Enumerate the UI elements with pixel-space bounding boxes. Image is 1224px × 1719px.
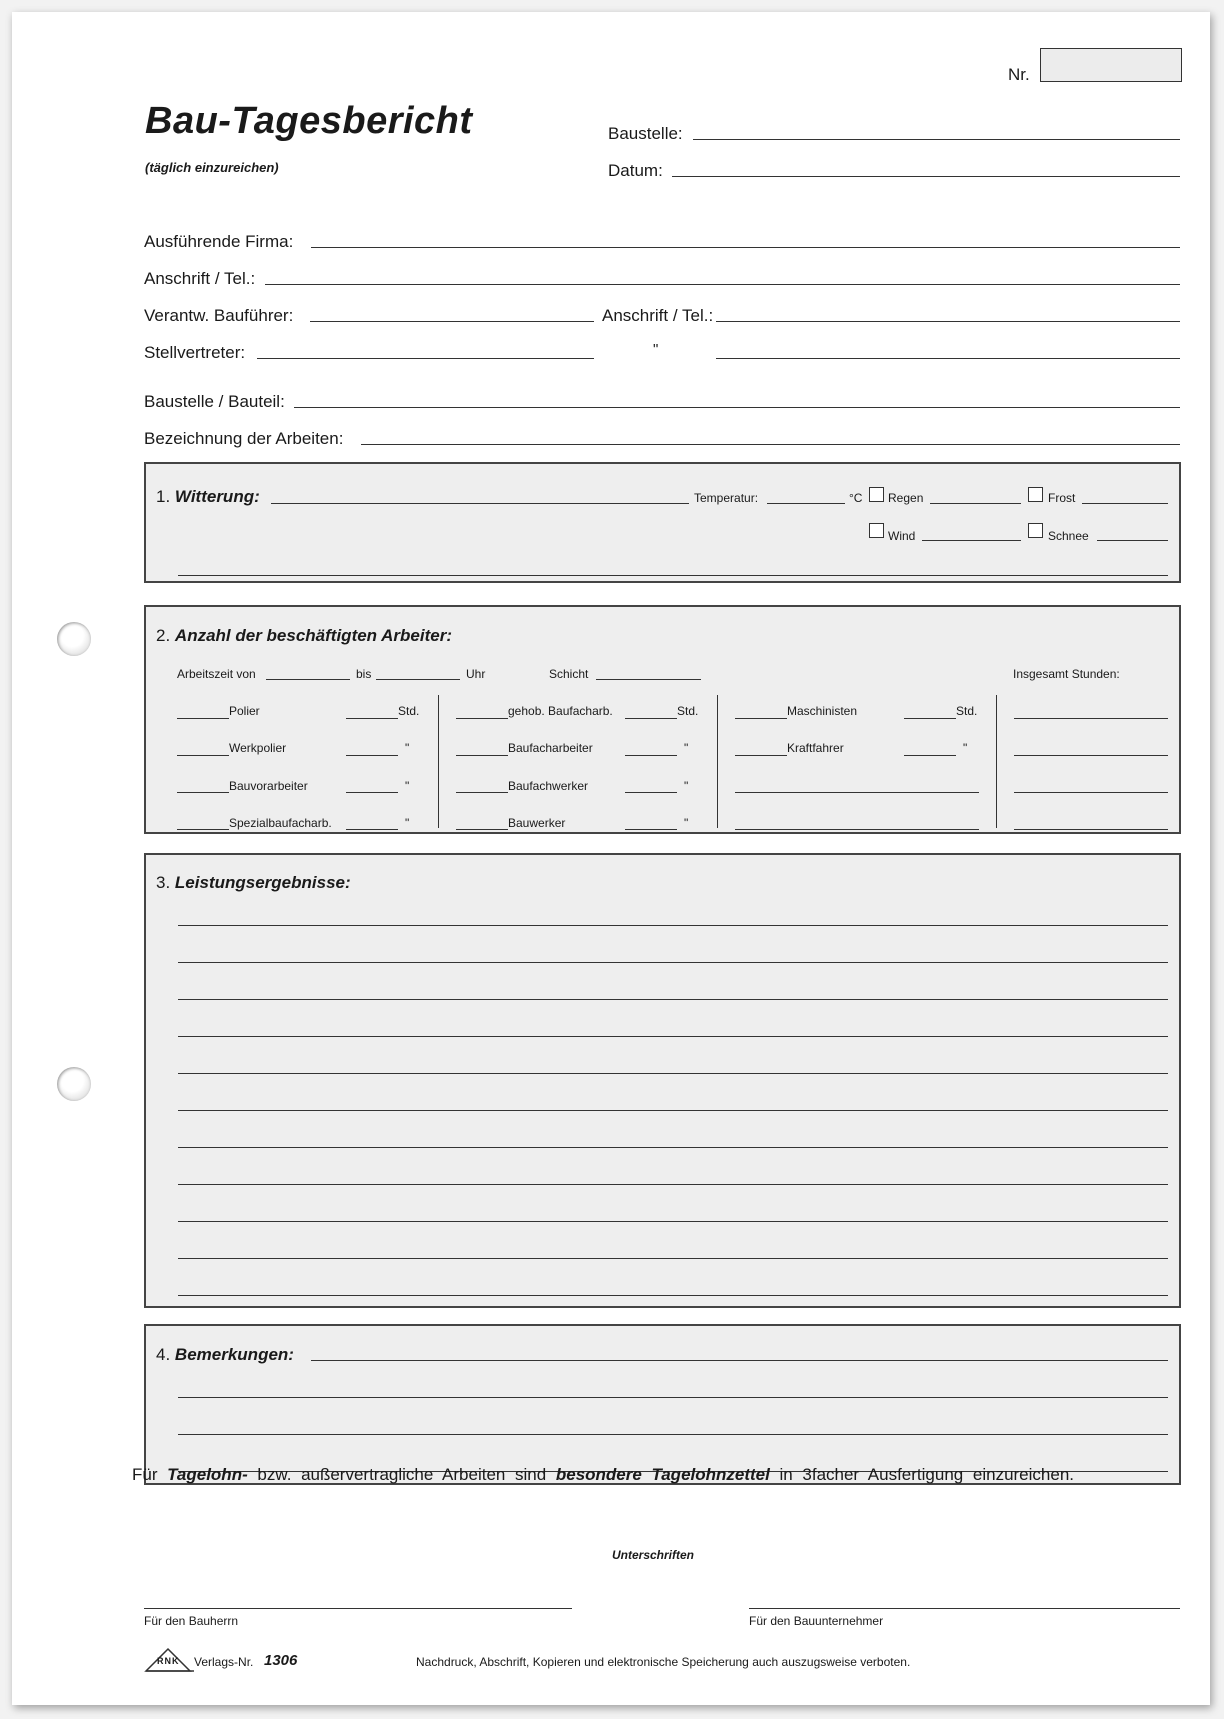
extra-worker-field-1[interactable] — [735, 792, 979, 793]
page-subtitle: (täglich einzureichen) — [145, 160, 279, 175]
remarks-title — [156, 1345, 294, 1365]
weather-title-text: Witterung: — [174, 487, 260, 506]
verlag-label: Verlags-Nr. — [194, 1655, 254, 1669]
spezialbaufacharb-count-field[interactable] — [177, 829, 229, 830]
kraftfahrer-count-field[interactable] — [735, 755, 787, 756]
baufachwerker-label: Baufachwerker — [508, 779, 589, 793]
ditto-mark: " — [684, 779, 689, 793]
gehob-baufacharb-label: gehob. Baufacharb. — [508, 704, 613, 718]
rnk-logo-text: RNK — [157, 1656, 180, 1666]
signature-label-bauunternehmer: Für den Bauunternehmer — [749, 1614, 884, 1628]
total-hours-field-4[interactable] — [1014, 829, 1168, 830]
baustelle-bauteil-field[interactable] — [294, 407, 1180, 408]
copyright-notice: Nachdruck, Abschrift, Kopieren und elektronische Speicherung auch auszugsweise verboten. — [416, 1655, 911, 1669]
bauleiter-label: Verantw. Bauführer: — [144, 306, 294, 325]
signatures-title: Unterschriften — [612, 1548, 695, 1562]
baufachwerker-hours-field[interactable] — [625, 792, 677, 793]
total-hours-field-3[interactable] — [1014, 792, 1168, 793]
weather-extra-line[interactable] — [178, 575, 1168, 576]
column-separator-2 — [717, 695, 718, 828]
signature-label-bauherr: Für den Bauherrn — [144, 1614, 239, 1628]
kraftfahrer-hours-field[interactable] — [904, 755, 956, 756]
stellvertreter-label: Stellvertreter: — [144, 343, 246, 362]
arbeitszeit-von-field[interactable] — [266, 679, 350, 680]
baustelle-bauteil-label: Baustelle / Bauteil: — [144, 392, 285, 411]
baustelle-label: Baustelle: — [608, 124, 683, 143]
total-hours-field-2[interactable] — [1014, 755, 1168, 756]
temperatur-field[interactable] — [767, 503, 845, 504]
std-label: Std. — [956, 704, 978, 718]
regen-checkbox[interactable] — [869, 487, 884, 502]
bauleiter-field[interactable] — [310, 321, 594, 322]
std-label: Std. — [677, 704, 699, 718]
workers-title-text: Anzahl der beschäftigten Arbeiter: — [174, 626, 453, 645]
results-title — [156, 873, 351, 893]
maschinisten-hours-field[interactable] — [904, 718, 956, 719]
weather-field[interactable] — [271, 503, 689, 504]
frost-label: Frost — [1048, 491, 1076, 505]
notice-emphasis: besondere Tagelohnzettel — [555, 1465, 770, 1484]
nr-label: Nr. — [1008, 65, 1030, 84]
werkpolier-count-field[interactable] — [177, 755, 229, 756]
punch-hole-top — [57, 622, 91, 656]
baufacharbeiter-label: Baufacharbeiter — [508, 741, 593, 755]
polier-hours-field[interactable] — [346, 718, 398, 719]
bauwerker-label: Bauwerker — [508, 816, 566, 830]
frost-checkbox[interactable] — [1028, 487, 1043, 502]
total-hours-field-1[interactable] — [1014, 718, 1168, 719]
regen-label: Regen — [888, 491, 924, 505]
notice-emphasis: Tagelohn- — [167, 1465, 248, 1484]
bezeichnung-label: Bezeichnung der Arbeiten: — [144, 429, 344, 448]
bauvorarbeiter-count-field[interactable] — [177, 792, 229, 793]
results-line[interactable] — [178, 1258, 1168, 1259]
schnee-label: Schnee — [1048, 529, 1089, 543]
wind-field[interactable] — [922, 540, 1021, 541]
bauvorarbeiter-hours-field[interactable] — [346, 792, 398, 793]
firma-field[interactable] — [311, 247, 1180, 248]
anschrift2-label: Anschrift / Tel.: — [602, 306, 714, 325]
nr-input[interactable] — [1040, 48, 1182, 82]
rnk-logo — [144, 1647, 196, 1673]
werkpolier-label: Werkpolier — [229, 741, 287, 755]
results-line[interactable] — [178, 999, 1168, 1000]
maschinisten-label: Maschinisten — [787, 704, 858, 718]
datum-label: Datum: — [608, 161, 663, 180]
punch-hole-bottom — [57, 1067, 91, 1101]
weather-title — [156, 487, 260, 507]
results-line[interactable] — [178, 1036, 1168, 1037]
column-separator-3 — [996, 695, 997, 828]
results-line[interactable] — [178, 1073, 1168, 1074]
bauwerker-hours-field[interactable] — [625, 829, 677, 830]
anschrift-field[interactable] — [265, 284, 1180, 285]
arbeitszeit-bis-field[interactable] — [376, 679, 460, 680]
arbeitszeit-label: Arbeitszeit von — [177, 667, 256, 681]
results-line[interactable] — [178, 1110, 1168, 1111]
maschinisten-count-field[interactable] — [735, 718, 787, 719]
wind-checkbox[interactable] — [869, 523, 884, 538]
remarks-title-text: Bemerkungen: — [174, 1345, 294, 1364]
results-line[interactable] — [178, 1147, 1168, 1148]
bauwerker-count-field[interactable] — [456, 829, 508, 830]
ditto-mark: " — [684, 816, 689, 830]
results-title-text: Leistungsergebnisse: — [174, 873, 351, 892]
signature-line-bauunternehmer[interactable] — [749, 1608, 1180, 1609]
werkpolier-hours-field[interactable] — [346, 755, 398, 756]
gehob-baufacharb-hours-field[interactable] — [625, 718, 677, 719]
remarks-number: 4. — [156, 1345, 171, 1364]
schicht-label: Schicht — [549, 667, 589, 681]
stellvertreter-field[interactable] — [257, 358, 594, 359]
gehob-baufacharb-count-field[interactable] — [456, 718, 508, 719]
section-remarks — [144, 1324, 1181, 1485]
baufacharbeiter-hours-field[interactable] — [625, 755, 677, 756]
stellvertreter-anschrift-field[interactable] — [716, 358, 1180, 359]
remarks-field[interactable] — [311, 1360, 1168, 1361]
uhr-label: Uhr — [466, 667, 486, 681]
spezialbaufacharb-hours-field[interactable] — [346, 829, 398, 830]
results-line[interactable] — [178, 962, 1168, 963]
ditto-mark: " — [653, 341, 659, 358]
notice-text: bzw. außervertragliche Arbeiten sind — [257, 1465, 547, 1484]
celsius-label: °C — [849, 491, 863, 505]
verlag-number: 1306 — [264, 1652, 298, 1669]
ditto-mark: " — [684, 741, 689, 755]
extra-worker-field-2[interactable] — [735, 829, 979, 830]
datum-field[interactable] — [672, 176, 1180, 177]
workers-number: 2. — [156, 626, 171, 645]
ditto-mark: " — [405, 816, 410, 830]
notice-text: in 3facher Ausfertigung einzureichen. — [779, 1465, 1075, 1484]
weather-number: 1. — [156, 487, 171, 506]
remarks-line[interactable] — [178, 1434, 1168, 1435]
wind-label: Wind — [888, 529, 916, 543]
results-line[interactable] — [178, 925, 1168, 926]
signature-line-bauherr[interactable] — [144, 1608, 572, 1609]
bis-label: bis — [356, 667, 372, 681]
results-line[interactable] — [178, 1221, 1168, 1222]
bezeichnung-field[interactable] — [361, 444, 1180, 445]
polier-label: Polier — [229, 704, 260, 718]
schnee-checkbox[interactable] — [1028, 523, 1043, 538]
temperatur-label: Temperatur: — [694, 491, 759, 505]
page-title: Bau-Tagesbericht — [145, 100, 473, 142]
section-weather — [144, 462, 1181, 583]
baustelle-field[interactable] — [693, 139, 1180, 140]
notice-text: Für — [132, 1465, 158, 1484]
ditto-mark: " — [405, 779, 410, 793]
workers-title — [156, 626, 452, 646]
std-label: Std. — [398, 704, 420, 718]
anschrift-label: Anschrift / Tel.: — [144, 269, 256, 288]
firma-label: Ausführende Firma: — [144, 232, 294, 251]
frost-field[interactable] — [1082, 503, 1168, 504]
baufacharbeiter-count-field[interactable] — [456, 755, 508, 756]
baufachwerker-count-field[interactable] — [456, 792, 508, 793]
spezialbaufacharb-label: Spezialbaufacharb. — [229, 816, 332, 830]
results-line[interactable] — [178, 1184, 1168, 1185]
polier-count-field[interactable] — [177, 718, 229, 719]
ditto-mark: " — [963, 741, 968, 755]
bauvorarbeiter-label: Bauvorarbeiter — [229, 779, 308, 793]
insgesamt-label: Insgesamt Stunden: — [1013, 667, 1120, 681]
results-number: 3. — [156, 873, 171, 892]
ditto-mark: " — [405, 741, 410, 755]
schnee-field[interactable] — [1097, 540, 1168, 541]
section-results — [144, 853, 1181, 1308]
kraftfahrer-label: Kraftfahrer — [787, 741, 844, 755]
anschrift2-field[interactable] — [716, 321, 1180, 322]
regen-field[interactable] — [930, 503, 1021, 504]
tagelohn-notice — [132, 1465, 1074, 1485]
results-line[interactable] — [178, 1295, 1168, 1296]
remarks-line[interactable] — [178, 1397, 1168, 1398]
column-separator-1 — [438, 695, 439, 828]
schicht-field[interactable] — [596, 679, 701, 680]
